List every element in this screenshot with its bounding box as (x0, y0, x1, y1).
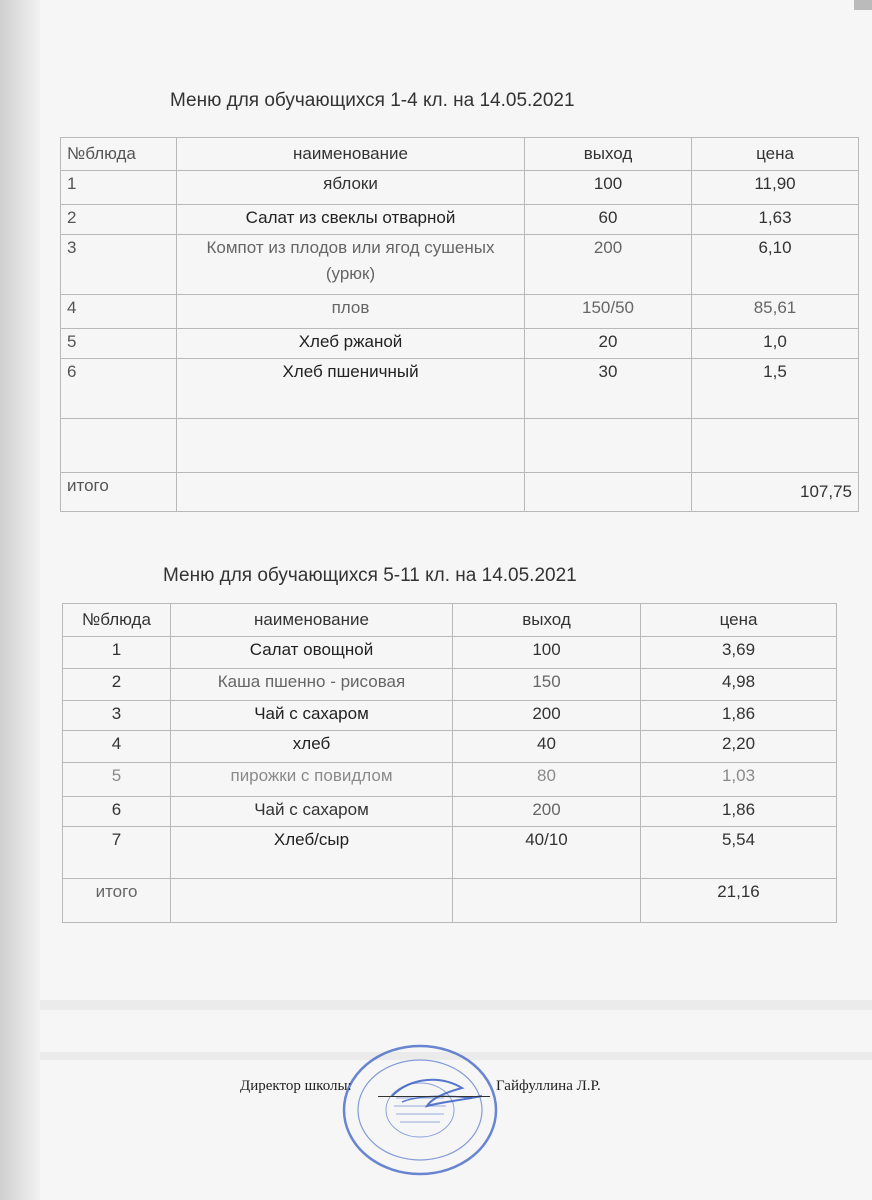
menu1-cell-price: 6,10 (692, 235, 859, 295)
menu1-header-name: наименование (177, 138, 525, 171)
menu2-cell-num: 2 (63, 669, 171, 701)
menu2-total-row (63, 879, 837, 923)
table-row (63, 763, 837, 797)
menu1-cell-out: 20 (525, 329, 692, 359)
menu1-cell-name: Хлеб пшеничный (177, 359, 525, 419)
menu1-header-row (61, 138, 859, 171)
menu2-cell-out: 100 (453, 637, 641, 669)
table-row (63, 669, 837, 701)
table-row (61, 235, 859, 295)
scan-corner-mark (854, 0, 872, 10)
empty-cell (692, 419, 859, 473)
menu2-header-row (63, 604, 837, 637)
menu2-cell-name: Салат овощной (171, 637, 453, 669)
menu2-cell-num: 1 (63, 637, 171, 669)
menu2-cell-name: Хлеб/сыр (171, 827, 453, 879)
menu1-cell-num: 6 (61, 359, 177, 419)
menu1-cell-name: Салат из свеклы отварной (177, 205, 525, 235)
empty-cell (525, 473, 692, 512)
table-row (63, 827, 837, 879)
menu2-total-value: 21,16 (641, 879, 837, 923)
menu1-cell-num: 1 (61, 171, 177, 205)
menu2-table (62, 603, 837, 923)
menu2-cell-out: 80 (453, 763, 641, 797)
menu1-cell-name: яблоки (177, 171, 525, 205)
table-row (61, 329, 859, 359)
menu2-cell-out: 40 (453, 731, 641, 763)
menu2-cell-num: 6 (63, 797, 171, 827)
menu1-total-value: 107,75 (692, 473, 859, 512)
menu1-cell-num: 5 (61, 329, 177, 359)
scan-shadow (0, 0, 40, 1200)
table-row (63, 731, 837, 763)
menu1-cell-price: 1,63 (692, 205, 859, 235)
menu1-cell-name: Компот из плодов или ягод сушеных (урюк) (177, 235, 525, 295)
menu2-cell-num: 5 (63, 763, 171, 797)
menu2-cell-name: пирожки с повидлом (171, 763, 453, 797)
signature-underline (378, 1096, 490, 1097)
menu2-cell-price: 1,86 (641, 797, 837, 827)
menu1-header-out: выход (525, 138, 692, 171)
table-row (61, 171, 859, 205)
menu1-total-label: итого (61, 473, 177, 512)
menu2-cell-name: Каша пшенно - рисовая (171, 669, 453, 701)
menu2-cell-num: 3 (63, 701, 171, 731)
school-seal-stamp (332, 1036, 508, 1178)
menu1-header-num: №блюда (61, 138, 177, 171)
menu1-cell-out: 200 (525, 235, 692, 295)
menu1-cell-out: 60 (525, 205, 692, 235)
menu1-cell-num: 3 (61, 235, 177, 295)
menu2-cell-name: Чай с сахаром (171, 797, 453, 827)
signature-label: Директор школы: (240, 1078, 352, 1094)
table-row (63, 797, 837, 827)
menu2-cell-out: 40/10 (453, 827, 641, 879)
menu2-cell-name: хлеб (171, 731, 453, 763)
menu2-cell-price: 4,98 (641, 669, 837, 701)
empty-cell (525, 419, 692, 473)
menu1-cell-num: 4 (61, 295, 177, 329)
menu1-table (60, 137, 859, 512)
empty-cell (453, 879, 641, 923)
menu1-cell-out: 30 (525, 359, 692, 419)
menu1-title: Меню для обучающихся 1-4 кл. на 14.05.2021 (170, 90, 575, 111)
menu1-cell-num: 2 (61, 205, 177, 235)
menu2-cell-price: 2,20 (641, 731, 837, 763)
menu2-header-name: наименование (171, 604, 453, 637)
menu1-cell-out: 100 (525, 171, 692, 205)
menu2-cell-price: 5,54 (641, 827, 837, 879)
menu2-header-out: выход (453, 604, 641, 637)
menu1-header-price: цена (692, 138, 859, 171)
menu2-cell-out: 200 (453, 701, 641, 731)
empty-cell (171, 879, 453, 923)
menu1-total-row (61, 473, 859, 512)
menu2-cell-price: 1,86 (641, 701, 837, 731)
table-row-empty (61, 419, 859, 473)
menu2-cell-name: Чай с сахаром (171, 701, 453, 731)
signature-name: Гайфуллина Л.Р. (496, 1078, 601, 1094)
menu2-header-num: №блюда (63, 604, 171, 637)
table-row (61, 359, 859, 419)
table-row (63, 637, 837, 669)
menu2-header-price: цена (641, 604, 837, 637)
menu1-cell-out: 150/50 (525, 295, 692, 329)
menu1-cell-name: Хлеб ржаной (177, 329, 525, 359)
menu2-cell-out: 150 (453, 669, 641, 701)
table-row (61, 295, 859, 329)
menu2-cell-num: 7 (63, 827, 171, 879)
menu2-cell-num: 4 (63, 731, 171, 763)
empty-cell (61, 419, 177, 473)
menu1-cell-name: плов (177, 295, 525, 329)
menu2-total-label: итого (63, 879, 171, 923)
menu2-cell-price: 3,69 (641, 637, 837, 669)
menu1-cell-price: 11,90 (692, 171, 859, 205)
menu1-cell-price: 1,0 (692, 329, 859, 359)
table-row (63, 701, 837, 731)
menu2-cell-out: 200 (453, 797, 641, 827)
menu1-cell-price: 85,61 (692, 295, 859, 329)
menu2-title: Меню для обучающихся 5-11 кл. на 14.05.2021 (163, 565, 577, 586)
empty-cell (177, 419, 525, 473)
menu1-cell-price: 1,5 (692, 359, 859, 419)
menu2-cell-price: 1,03 (641, 763, 837, 797)
empty-cell (177, 473, 525, 512)
table-row (61, 205, 859, 235)
scan-smudge (40, 1000, 872, 1010)
